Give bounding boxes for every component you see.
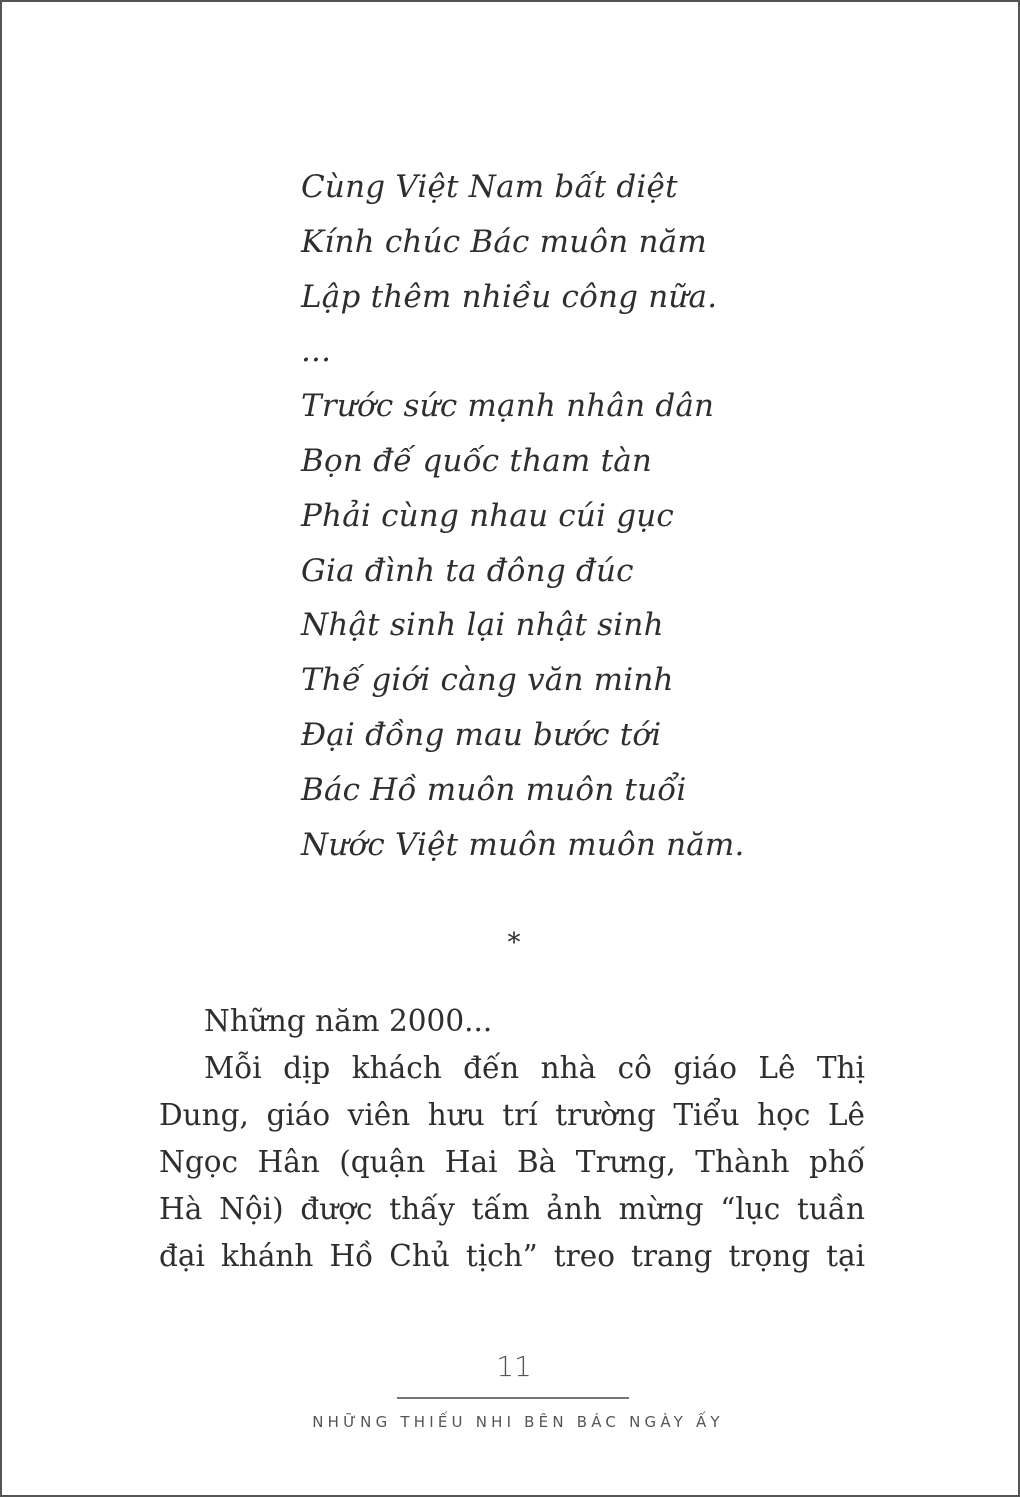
- paragraph-continuation: [159, 1092, 865, 1280]
- poem-line: Trước sức mạnh nhân dân: [301, 388, 715, 425]
- poem: [301, 160, 745, 872]
- poem-line: Lập thêm nhiều công nữa.: [301, 278, 718, 315]
- poem-line: Thế giới càng văn minh: [301, 662, 674, 699]
- poem-line: Gia đình ta đông đúc: [301, 552, 634, 589]
- poem-line: Nước Việt muôn muôn năm.: [301, 826, 745, 863]
- poem-line: Bác Hồ muôn muôn tuổi: [301, 771, 687, 808]
- poem-line: Phải cùng nhau cúi gục: [301, 497, 674, 534]
- poem-line: Bọn đế quốc tham tàn: [301, 442, 653, 479]
- text-line: Hà Nội) được thấy tấm ảnh mừng “lục tuần: [159, 1192, 865, 1226]
- page-number: 11: [496, 1350, 532, 1383]
- paragraph: [159, 998, 865, 1045]
- paragraph: [159, 1045, 865, 1092]
- text-line: Mỗi dịp khách đến nhà cô giáo Lê Thị: [204, 1051, 865, 1085]
- text-line: Dung, giáo viên hưu trí trường Tiểu học Lê: [159, 1098, 865, 1132]
- text-line: Những năm 2000...: [204, 1004, 493, 1038]
- text-line: Ngọc Hân (quận Hai Bà Trưng, Thành phố: [159, 1145, 865, 1179]
- poem-line: Cùng Việt Nam bất diệt: [301, 169, 678, 205]
- poem-line: Đại đồng mau bước tới: [301, 716, 662, 753]
- section-separator: *: [507, 928, 521, 958]
- poem-ellipsis: ...: [301, 333, 332, 370]
- footer-divider: [397, 1397, 629, 1399]
- poem-line: Nhật sinh lại nhật sinh: [301, 607, 664, 644]
- prose-body: [159, 998, 865, 1280]
- running-footer-title: NHỮNG THIẾU NHI BÊN BÁC NGÀY ẤY: [312, 1413, 724, 1431]
- text-line: đại khánh Hồ Chủ tịch” treo trang trọng tại: [159, 1239, 865, 1273]
- poem-line: Kính chúc Bác muôn năm: [301, 223, 707, 260]
